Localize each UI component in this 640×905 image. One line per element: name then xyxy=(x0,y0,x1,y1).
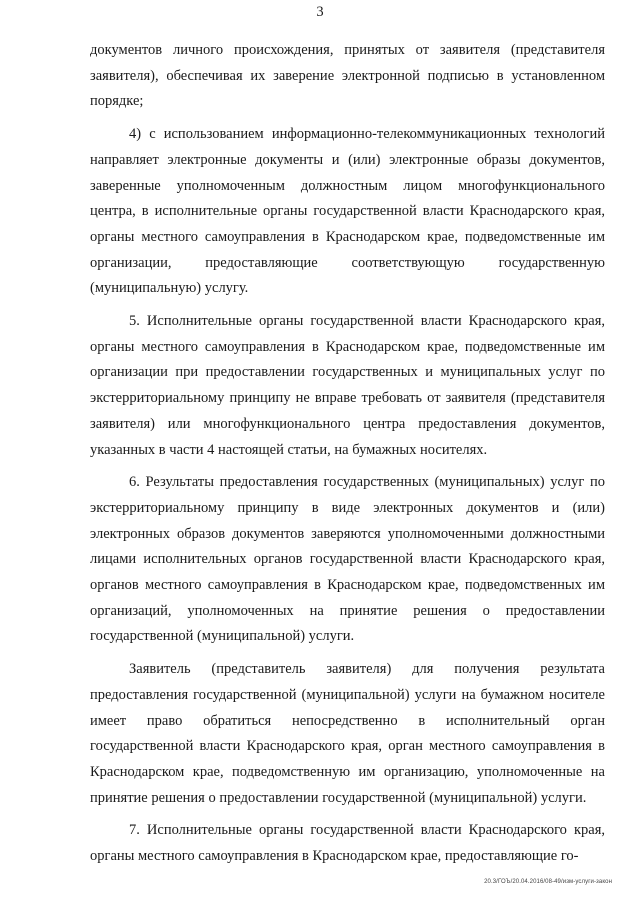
paragraph-item-4: 4) с использованием информационно-телекоммуникационных технологий направляет электронные документы и (или) электронные образы документов, заверенные уполномоченным должностным лицом многофункционального центра, в исполнительные органы государственной власти Краснодарского края, органы местного самоуправления в Краснодарском крае, подведомственные им организации, предоставляющие соответствующую государственную (муниципальную) услугу. xyxy=(90,126,605,297)
document-body xyxy=(90,38,605,877)
paragraph-applicant-right: Заявитель (представитель заявителя) для получения результата предоставления государственной (муниципальной) услуги на бумажном носителе имеет право обратиться непосредственно в исполнительный орган государственной власти Краснодарского края, орган местного самоуправления в Краснодарском крае, подведомственную им организацию, уполномоченные на принятие решения о предоставлении государственной (муниципальной) услуги. xyxy=(90,661,605,806)
page-number: 3 xyxy=(316,4,324,20)
footer-document-code: 20.3/ГОЪ/20.04.2016/08-49/изм-услуги-закон xyxy=(484,879,612,885)
paragraph-clause-5: 5. Исполнительные органы государственной власти Краснодарского края, органы местного самоуправления в Краснодарском крае, подведомственные им организации при предоставлении государственных и муниципальных услуг по экстерриториальному принципу не вправе требовать от заявителя (представителя заявителя) или многофункционального центра предоставления документов, указанных в части 4 настоящей статьи, на бумажных носителях. xyxy=(90,313,605,458)
paragraph-clause-6: 6. Результаты предоставления государственных (муниципальных) услуг по экстерриториальному принципу в виде электронных документов и (или) электронных образов документов заверяются уполномоченными должностными лицами исполнительных органов государственной власти Краснодарского края, органов местного самоуправления в Краснодарском крае, подведомственных им организаций, уполномоченных на принятие решения о предоставлении государственной (муниципальной) услуги. xyxy=(90,474,605,645)
paragraph-clause-7: 7. Исполнительные органы государственной власти Краснодарского края, органы местного самоуправления в Краснодарском крае, предоставляющие го- xyxy=(90,822,605,865)
paragraph-continuation: документов личного происхождения, принятых от заявителя (представителя заявителя), обеспечивая их заверение электронной подписью в установленном порядке; xyxy=(90,42,605,110)
